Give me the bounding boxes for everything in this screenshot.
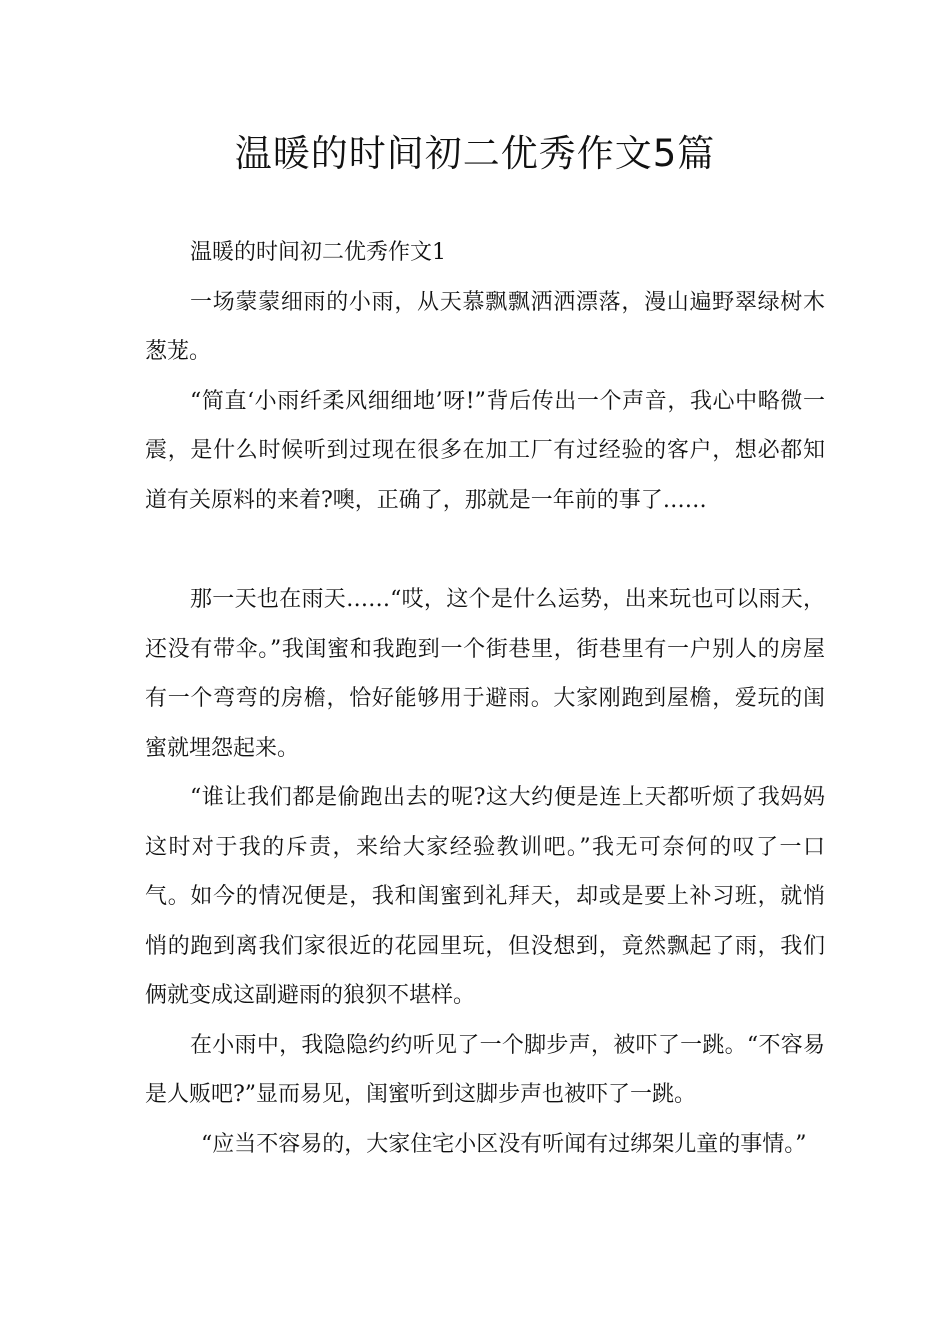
paragraph-5: 在小雨中，我隐隐约约听见了一个脚步声，被吓了一跳。“不容易是人贩吧?”显而易见，闺蜜听到这脚步声也被吓了一跳。: [145, 1032, 825, 1107]
document-title: 温暖的时间初二优秀作文5篇: [234, 132, 716, 175]
paragraph-4: “谁让我们都是偷跑出去的呢?这大约便是连上天都听烦了我妈妈这时对于我的斥责，来给大家经验教训吧。”我无可奈何的叹了一口气。如今的情况便是，我和闺蜜到礼拜天，却或是要上补习班，就悄悄的跑到离我们家很近的花园里玩，但没想到，竟然飘起了雨，我们俩就变成这副避雨的狼狈不堪样。: [145, 785, 825, 1008]
paragraph-2: “简直‘小雨纤柔风细细地’呀!”背后传出一个声音，我心中略微一震，是什么时候听到过现在很多在加工厂有过经验的客户，想必都知道有关原料的来着?噢，正确了，那就是一年前的事了……: [145, 388, 825, 513]
paragraph-3: 那一天也在雨天……“哎，这个是什么运势，出来玩也可以雨天，还没有带伞。”我闺蜜和我跑到一个街巷里，街巷里有一户别人的房屋有一个弯弯的房檐，恰好能够用于避雨。大家刚跑到屋檐，爱玩的闺蜜就埋怨起来。: [145, 587, 825, 761]
paragraph-1: 一场蒙蒙细雨的小雨，从天慕飘飘洒洒漂落，漫山遍野翠绿树木葱茏。: [145, 289, 825, 364]
paragraph-6: “应当不容易的，大家住宅小区没有听闻有过绑架儿童的事情。”: [201, 1131, 807, 1157]
paragraph-essay-heading: 温暖的时间初二优秀作文1: [190, 240, 446, 265]
document-body: [145, 228, 825, 1169]
